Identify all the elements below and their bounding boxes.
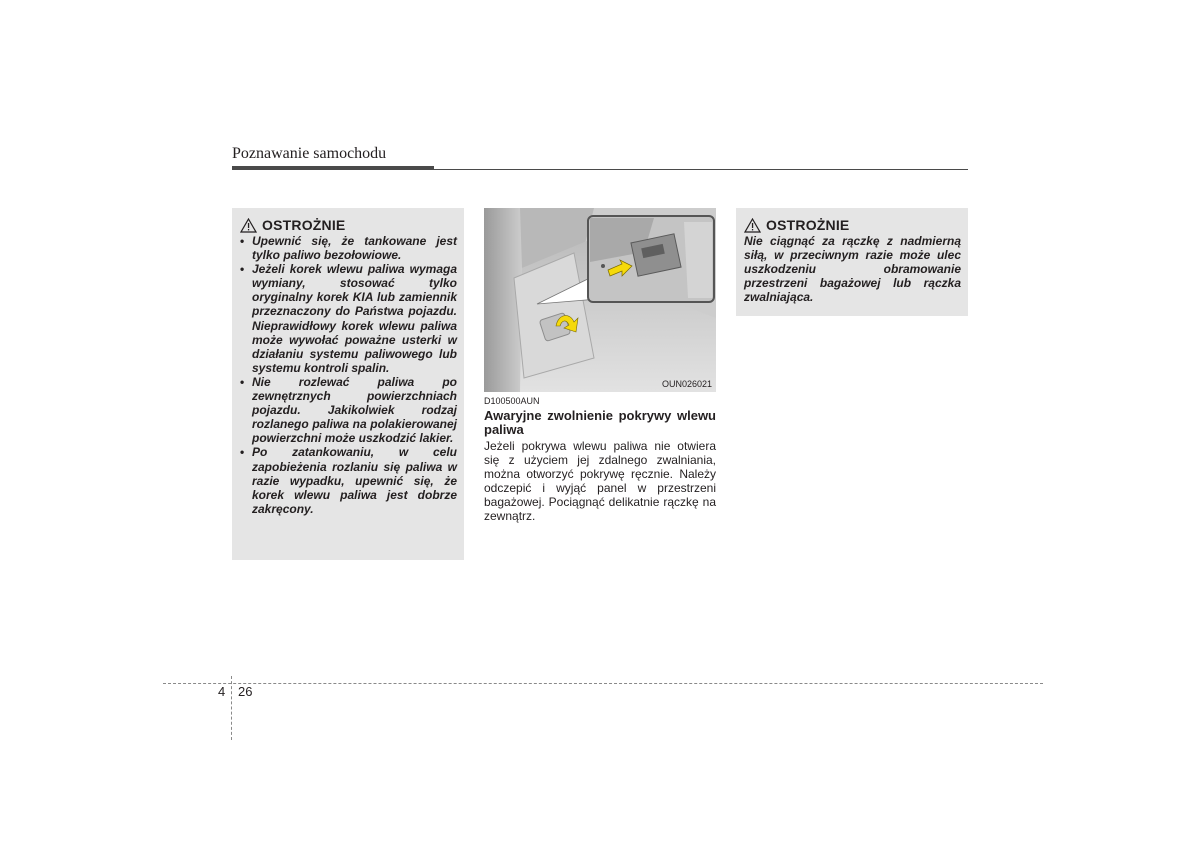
caution-title: OSTROŻNIE — [766, 217, 850, 233]
section-body: Jeżeli pokrywa wlewu paliwa nie otwiera się z użyciem jej zdalnego zwalniania, można otworzyć pokrywę ręcznie. Należy odczepić i wyjąć panel w przestrzeni bagażowej. Pociągnąć delikatnie rączkę na zewnątrz. — [484, 439, 716, 524]
caution-item: • Upewnić się, że tankowane jest tylko paliwo bezołowiowe. — [240, 234, 457, 262]
caution-header — [240, 217, 457, 233]
caution-box-fuel — [232, 208, 464, 560]
fuel-door-release-section — [484, 396, 716, 524]
reference-code: D100500AUN — [484, 396, 540, 406]
caution-list — [240, 234, 457, 516]
chapter-number: 4 — [218, 684, 226, 699]
warning-triangle-icon — [240, 218, 257, 233]
caution-item: • Jeżeli korek wlewu paliwa wymaga wymiany, stosować tylko oryginalny korek KIA lub zamiennik przeznaczony do Państwa pojazdu. Nieprawidłowy korek wlewu paliwa może wywołać poważne usterki w działaniu systemu paliwowego lub systemu kontroli spalin. — [240, 262, 457, 375]
caution-header — [744, 217, 961, 233]
caution-text: Nie ciągnąć za rączkę z nadmierną siłą, w przeciwnym razie może ulec uszkodzeniu obramowanie przestrzeni bagażowej lub rączka zwalniająca. — [744, 234, 961, 305]
figure-code: OUN026021 — [661, 379, 712, 389]
page-number: 26 — [238, 684, 253, 699]
footer-divider — [163, 683, 1043, 684]
trunk-release-photo — [484, 208, 716, 392]
section-heading: Awaryjne zwolnienie pokrywy wlewu paliwa — [484, 408, 716, 437]
footer-vertical-divider — [231, 676, 232, 740]
trunk-illustration — [484, 208, 716, 392]
caution-title: OSTROŻNIE — [262, 217, 346, 233]
header-rule-thin — [434, 169, 968, 170]
section-title: Poznawanie samochodu — [232, 145, 387, 162]
caution-item: • Nie rozlewać paliwa po zewnętrznych powierzchniach pojazdu. Jakikolwiek rodzaj rozlanego paliwa na polakierowanej powierzchni może uszkodzić lakier. — [240, 375, 457, 445]
caution-item: • Po zatankowaniu, w celu zapobieżenia rozlaniu się paliwa w razie wypadku, upewnić się, że korek wlewu paliwa jest dobrze zakręcony. — [240, 445, 457, 515]
header-rule-thick — [232, 166, 434, 170]
caution-box-handle — [736, 208, 968, 316]
warning-triangle-icon — [744, 218, 761, 233]
